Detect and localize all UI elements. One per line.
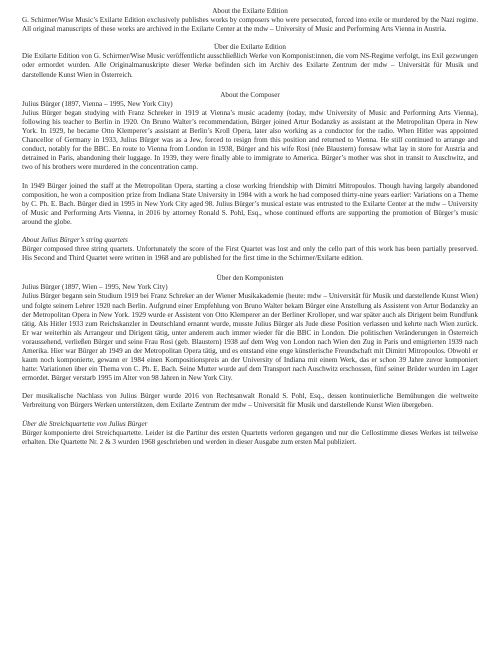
composer-de-heading: Über den Komponisten [216,274,284,283]
composer-en-heading: About the Composer [220,90,280,99]
quartets-de-title: Über die Streichquartette von Julius Bürger [22,419,148,428]
composer-en-name-line: Julius Bürger (1897, Vienna – 1995, New York City) [22,99,173,108]
composer-en-body-2: In 1949 Bürger joined the staff at the Metropolitan Opera, starting a close working friendship with Dimitri Mitropoulos. Though having largely abandoned composition, he won a composition prize from Indiana State University in 1984 with a work he had composed thirty-nine years earlier: Variations on a Theme by C. Ph. E. Bach. Bürger died in 1995 in New York City aged 98. Julius Bürger’s musical estate was entrusted to the Exilarte Center at the mdw – University of Music and Performing Arts Vienna, in 2016 by attorney Ronald S. Pohl, Esq., whose continued efforts are supporting the promotion of Bürger’s music around the globe. [22,181,478,226]
exilarte-en-body: G. Schirmer/Wise Music’s Exilarte Edition exclusively publishes works by composers who were persecuted, forced into exile or murdered by the Nazi regime. All original manuscripts of these works are archived in the Exilarte Center at the mdw – University of Music and Performing Arts Vienna in Austria. [22,16,478,34]
composer-de-body-2: Der musikalische Nachlass von Julius Bürger wurde 2016 von Rechtsanwalt Ronald S. Pohl, Esq., dessen kontinuierliche Bemühungen die weltweite Verbreitung von Bürgers Werken unterstützen, dem Exilarte Zentrum der mdw – Universität für Musik und darstellende Kunst Wien übergeben. [22,392,478,410]
exilarte-de-heading: Über die Exilarte Edition [214,43,286,52]
composer-de-body: Julius Bürger begann sein Studium 1919 bei Franz Schreker an der Wiener Musikakademie (heute: mdw – Universität für Musik und darstellende Kunst Wien) und folgte seinem Lehrer 1920 nach Berlin. Aufgrund einer Empfehlung von Bruno Walter bekam Bürger eine Anstellung als Assistent von Artur Bodanzky an der Metropolitan Opera in New York. 1929 wurde er Assistent von Otto Klemperer an der Berliner Krolloper, und war später auch als Dirigent beim Rundfunk tätig. Als Hitler 1933 zum Reichskanzler in Deutschland ernannt wurde, musste Julius Bürger als Jude diese Position verlassen und kehrte nach Wien zurück. Er war weiterhin als Arrangeur und Dirigent tätig, unter anderem auch immer wieder für die BBC in London. Die politischen Veränderungen in Österreich voraussehend, verließen Bürger und seine Frau Rosi (geb. Blaustern) 1938 auf dem Weg von London nach Wien den Zug in Paris und emigrierten 1939 nach Amerika. Hier war Bürger ab 1949 an der Metropolitan Opera tätig, und es entstand eine enge künstlerische Freundschaft mit Dimitri Mitropoulos. Obwohl er kaum noch komponierte, gewann er 1984 einen Kompositionspreis an der University of Indiana mit einem Werk, das er schon 39 Jahre zuvor komponiert hatte: Variationen über ein Thema von C. Ph. E. Bach. Seine Mutter wurde auf dem Transport nach Auschwitz erschossen, fünf seiner Brüder wurden im Lager ermordet. Bürger verstarb 1995 im Alter von 98 Jahren in New York City. [22,292,478,383]
exilarte-en-heading: About the Exilarte Edition [212,7,288,15]
quartets-en-body: Bürger composed three string quartets. Unfortunately the score of the First Quartet was lost and only the cello part of this work has been partially preserved. His Second and Third Quartet were written in 1968 and are published for the first time in the Schirmer/Exilarte edition. [22,245,478,263]
composer-en-body: Julius Bürger began studying with Franz Schreker in 1919 at Vienna’s music academy (today, mdw University of Music and Performing Arts Vienna), following his teacher to Berlin in 1920. On Bruno Walter’s recommendation, Bürger joined Artur Bodanzky as assistant at the Metropolitan Opera in New York. In 1929, he became Otto Klemperer’s assistant at Berlin’s Kroll Opera, later also working as a conductor for the radio. When Hitler was appointed Chancellor of Germany in 1933, Julius Bürger was as a Jew, forced to resign from this position and returned to Vienna. He still continued to arrange and conduct, notably for the BBC. En route to Vienna from London in 1938, Bürger and his wife Rosi (née Blaustern) foresaw what lay in store for Austria and detrained in Paris, abandoning their luggage. In 1939, they were finally able to immigrate to America. Bürger’s mother was shot in transit to Auschwitz, and two of his brothers were murdered in the concentration camp. [22,108,478,172]
quartets-de-body: Bürger komponierte drei Streichquartette. Leider ist die Partitur des ersten Quartetts verloren gegangen und nur die Cellostimme dieses Werkes ist teilweise erhalten. Die Quartette Nr. 2 & 3 wurden 1968 geschrieben und werden in dieser Ausgabe zum ersten Mal publiziert. [22,428,478,446]
quartets-en-title: About Julius Bürger’s string quartets [22,235,128,244]
exilarte-de-body: Die Exilarte Edition von G. Schirmer/Wise Music veröffentlicht ausschließlich Werke von Komponist:innen, die vom NS-Regime verfolgt, ins Exil gezwungen oder ermordet wurden. Alle Originalmanuskripte dieser Werke befinden sich im Archiv des Exilarte Zentrum der mdw – Universität für Musik und darstellende Kunst Wien in Österreich. [22,52,478,79]
composer-de-name-line: Julius Bürger (1897, Wien – 1995, New York City) [22,283,168,292]
